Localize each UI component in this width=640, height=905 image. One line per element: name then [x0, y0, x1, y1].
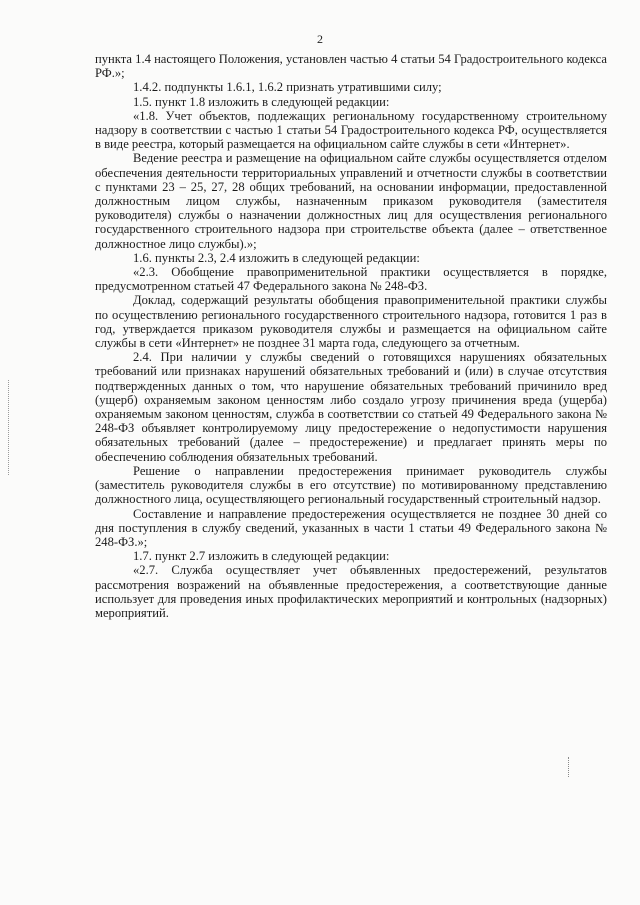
paragraph: 2.4. При наличии у службы сведений о готовящихся нарушениях обязательных требований или признаках нарушений обязательных требований и (или) в случае отсутствия подтвержденных данных о том, что нарушение обязательных требований причинило вред (ущерб) охраняемым законом ценностям либо создало угрозу причинения вреда (ущерба) охраняемым законом ценностям, служба в соответствии со статьей 49 Федерального закона № 248-ФЗ объявляет контролируемому лицу предостережение о недопустимости нарушения обязательных требований (далее – предостережение) и предлагает принять меры по обеспечению соблюдения обязательных требований.: [95, 350, 607, 464]
paragraph: «2.3. Обобщение правоприменительной практики осуществляется в порядке, предусмотренном статьей 47 Федерального закона № 248-ФЗ.: [95, 265, 607, 294]
paragraph: Ведение реестра и размещение на официальном сайте службы осуществляется отделом обеспечения деятельности территориальных управлений и отчетности службы в соответствии с пунктами 23 – 25, 27, 28 общих требований, на основании информации, предоставленной должностным лицом службы, назначенным приказом руководителя (заместителя руководителя) службы о назначении должностных лиц для осуществления регионального государственного строительного надзора при строительстве объекта (далее – ответственное должностное лицо службы).»;: [95, 151, 607, 251]
page-number: 2: [317, 32, 323, 46]
document-body: [95, 52, 607, 620]
paragraph: Составление и направление предостережения осуществляется не позднее 30 дней со дня поступления в службу сведений, указанных в части 1 статьи 49 Федерального закона № 248-ФЗ.»;: [95, 506, 607, 549]
paragraph: «1.8. Учет объектов, подлежащих региональному государственному строительному надзору в соответствии с частью 1 статьи 54 Градостроительного кодекса РФ, осуществляется в виде реестра, который размещается на официальном сайте службы в сети «Интернет».: [95, 108, 607, 152]
paragraph: Доклад, содержащий результаты обобщения правоприменительной практики службы по осуществлению регионального государственного строительного надзора, готовится 1 раз в год, утверждается приказом руководителя службы и размещается на официальном сайте службы в сети «Интернет» не позднее 31 марта года, следующего за отчетным.: [95, 293, 607, 351]
paragraph: 1.6. пункты 2.3, 2.4 изложить в следующей редакции:: [133, 250, 420, 265]
scan-artifact: [568, 757, 571, 777]
paragraph: 1.4.2. подпункты 1.6.1, 1.6.2 признать утратившими силу;: [133, 80, 442, 95]
paragraph: 1.7. пункт 2.7 изложить в следующей редакции:: [133, 549, 390, 564]
paragraph: 1.5. пункт 1.8 изложить в следующей редакции:: [133, 94, 390, 109]
paragraph: «2.7. Служба осуществляет учет объявленных предостережений, результатов рассмотрения возражений на объявленные предостережения, а соответствующие данные использует для проведения иных профилактических мероприятий и контрольных (надзорных) мероприятий.: [95, 563, 607, 620]
paragraph: Решение о направлении предостережения принимает руководитель службы (заместитель руководителя службы в его отсутствие) по мотивированному представлению должностного лица, осуществляющего региональный государственный строительный надзор.: [95, 463, 607, 507]
paragraph: пункта 1.4 настоящего Положения, установлен частью 4 статьи 54 Градостроительного кодекса РФ.»;: [95, 52, 607, 81]
scan-margin-artifact: [8, 380, 11, 475]
